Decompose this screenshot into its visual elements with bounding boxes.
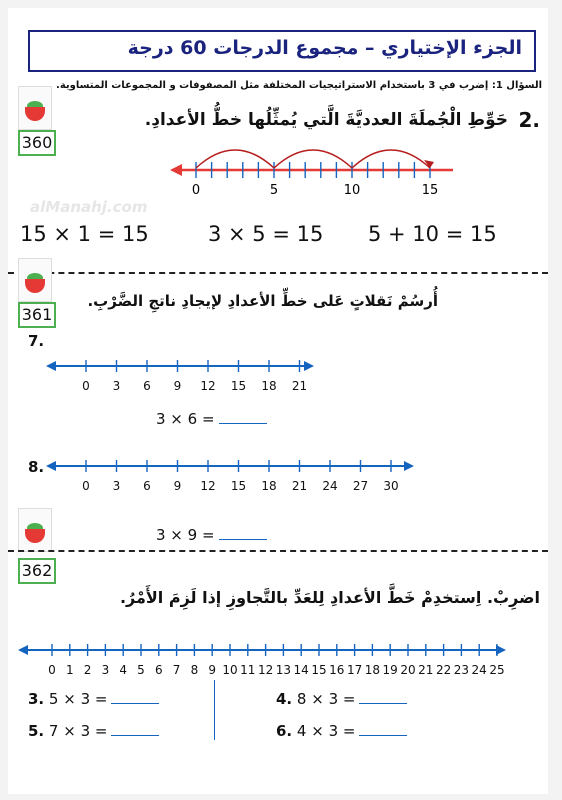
tick-label-5: 5 [269,183,279,198]
answer-blank[interactable] [359,703,407,704]
tick-label: 7 [172,663,181,677]
tick-label: 14 [293,663,309,677]
tick-label: 24 [471,663,487,677]
tick-label: 6 [154,663,163,677]
tick-label: 13 [275,663,292,677]
tick-label: 22 [435,663,452,677]
page-number-361: 361 [18,302,56,328]
tick-label: 11 [240,663,256,677]
tick-label: 18 [261,479,277,493]
tick-label: 0 [82,479,90,493]
tick-label: 12 [257,663,274,677]
problem-3 [28,690,159,708]
jump-arc-1 [196,150,274,168]
tick-label: 24 [322,479,338,493]
right-arrowhead [304,361,314,371]
tick-label-10: 10 [343,183,361,198]
tick-label: 16 [329,663,345,677]
tick-label: 21 [291,379,308,393]
tick-label: 6 [143,479,151,493]
tick-label: 21 [418,663,434,677]
tick-label: 8 [190,663,199,677]
question-7-equation [156,410,267,428]
section-divider [8,550,548,552]
right-arrowhead [404,461,414,471]
page-title: الجزء الإختياري – مجموع الدرجات 60 درجة [127,37,522,59]
tick-label: 5 [137,663,145,677]
answer-blank[interactable] [111,735,159,736]
question-8-number: 8. [28,458,45,476]
left-arrowhead [170,164,182,176]
tick-label: 20 [400,663,416,677]
tick-label: 2 [83,663,92,677]
problem-5 [28,722,159,740]
book-cover-icon [18,86,52,130]
column-separator [214,680,215,740]
equation-text: 3 × 9 = [156,526,215,544]
number-line-0-15 [168,136,458,206]
tick-label-0: 0 [191,183,201,198]
tick-label: 6 [143,379,151,393]
problem-expression: 8 × 3 = [296,690,356,708]
tick-label: 4 [119,663,128,677]
page-number-360: 360 [18,130,56,156]
section-362-instruction: اضرِبْ. اِستخدِمْ خَطَّ الأعدادِ لِلعَدِّ بالتَّجاوزِ إذا لَزِمَ الأَمْرُ. [119,588,540,607]
tick-label: 0 [82,379,90,393]
tick-label: 15 [311,663,327,677]
answer-blank[interactable] [359,735,407,736]
problem-6 [276,722,407,740]
problem-expression: 4 × 3 = [296,722,356,740]
problem-number: 5. [28,722,45,740]
tick-label: 17 [346,663,363,677]
option-15x1[interactable]: 15 × 1 = 15 [20,222,149,246]
answer-blank[interactable] [219,539,267,540]
tick-label: 9 [173,379,182,393]
option-3x5[interactable]: 3 × 5 = 15 [208,222,324,246]
jump-arc-2 [274,150,352,168]
tick-label: 18 [261,379,277,393]
tick-label: 9 [173,479,182,493]
left-arrowhead [46,461,56,471]
tick-label: 21 [291,479,308,493]
tick-label: 9 [208,663,217,677]
tick-label: 23 [453,663,470,677]
tick-label: 3 [112,379,121,393]
question-8-equation [156,526,267,544]
tick-label: 10 [222,663,238,677]
option-5plus10[interactable]: 5 + 10 = 15 [368,222,497,246]
jump-arc-3 [352,150,430,168]
tick-label-15: 15 [421,183,439,198]
tick-label: 30 [383,479,399,493]
answer-blank[interactable] [111,703,159,704]
tick-label: 1 [65,663,74,677]
page-number-362: 362 [18,558,56,584]
tick-label: 12 [200,479,216,493]
equation-text: 3 × 6 = [156,410,215,428]
book-cover-icon [18,258,52,302]
tick-label: 15 [230,379,247,393]
tick-label: 25 [489,663,505,677]
tick-label: 27 [352,479,369,493]
tick-label: 0 [48,663,56,677]
tick-label: 19 [382,663,398,677]
answer-blank[interactable] [219,423,267,424]
tick-label: 18 [364,663,381,677]
problem-number: 6. [276,722,293,740]
number-line-0-30[interactable] [46,456,416,496]
number-line-0-21[interactable] [46,356,316,396]
left-arrowhead [18,645,28,655]
watermark: alManahj.com [30,198,148,216]
question-2-instruction: حَوِّطِ الْجُملَةَ العدديَّةَ الَّتي يُمثِّلُها خطُّ الأعدادِ. [144,110,508,130]
problem-4 [276,690,407,708]
question-7-number: 7. [28,332,45,350]
question-2-number: 2. [518,108,540,132]
problem-number: 3. [28,690,45,708]
tick-label: 12 [200,379,216,393]
left-arrowhead [46,361,56,371]
tick-label: 3 [112,479,121,493]
title-box [28,30,536,72]
worksheet-page [8,8,548,794]
question-1-text: السؤال 1: إضرب في 3 باستخدام الاستراتيجيات المختلفة مثل المصفوفات و المجموعات المتساوية. [56,80,542,91]
tick-label: 15 [230,479,247,493]
problem-expression: 7 × 3 = [48,722,108,740]
problem-number: 4. [276,690,293,708]
tick-label: 3 [101,663,110,677]
book-cover-icon [18,508,52,552]
section-divider [8,272,548,274]
number-line-0-25[interactable] [18,640,508,680]
section-361-instruction: أُرسُمْ نَقلاتٍ عَلى خطِّ الأعدادِ لإيجادِ ناتجِ الضَّرْبِ. [87,292,438,310]
problem-expression: 5 × 3 = [48,690,108,708]
